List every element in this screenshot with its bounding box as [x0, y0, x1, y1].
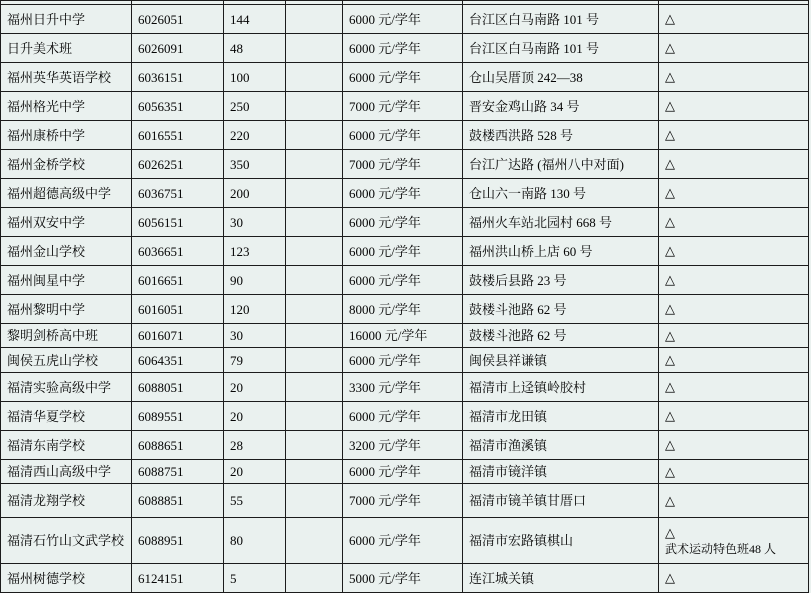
blank-cell	[286, 402, 343, 431]
enrollment-count-cell: 220	[224, 121, 286, 150]
address-cell: 福清市镜羊镇甘厝口	[463, 484, 659, 518]
triangle-icon: △	[665, 379, 675, 394]
table-row	[1, 208, 809, 237]
blank-cell	[286, 348, 343, 373]
school-name-cell: 闽侯五虎山学校	[1, 348, 132, 373]
tuition-cell: 6000 元/学年	[343, 237, 463, 266]
address-cell: 台江广达路 (福州八中对面)	[463, 150, 659, 179]
table-row	[1, 564, 809, 593]
school-name-cell: 福州日升中学	[1, 5, 132, 34]
tuition-cell: 3200 元/学年	[343, 431, 463, 460]
mark-cell	[659, 431, 809, 460]
blank-cell	[286, 295, 343, 324]
tuition-cell: 7000 元/学年	[343, 484, 463, 518]
mark-cell	[659, 295, 809, 324]
triangle-icon: △	[665, 437, 675, 452]
mark-cell	[659, 266, 809, 295]
tuition-cell: 6000 元/学年	[343, 518, 463, 564]
enrollment-count-cell: 79	[224, 348, 286, 373]
blank-cell	[286, 121, 343, 150]
address-cell: 福州洪山桥上店 60 号	[463, 237, 659, 266]
enrollment-count-cell: 80	[224, 518, 286, 564]
school-code-cell: 6088751	[132, 460, 224, 484]
tuition-cell: 6000 元/学年	[343, 460, 463, 484]
enrollment-count-cell: 90	[224, 266, 286, 295]
triangle-icon: △	[665, 69, 675, 84]
school-code-cell: 6088651	[132, 431, 224, 460]
address-cell: 福清市上迳镇岭胶村	[463, 373, 659, 402]
school-name-cell: 福清实验高级中学	[1, 373, 132, 402]
enrollment-count-cell: 20	[224, 373, 286, 402]
table-row	[1, 431, 809, 460]
triangle-icon: △	[665, 327, 675, 343]
address-cell: 台江区白马南路 101 号	[463, 34, 659, 63]
tuition-cell: 6000 元/学年	[343, 63, 463, 92]
school-name-cell: 福清东南学校	[1, 431, 132, 460]
address-cell: 鼓楼后县路 23 号	[463, 266, 659, 295]
tuition-cell: 6000 元/学年	[343, 121, 463, 150]
table-row	[1, 179, 809, 208]
school-code-cell: 6026051	[132, 5, 224, 34]
blank-cell	[286, 237, 343, 266]
table-row	[1, 92, 809, 121]
school-code-cell: 6056351	[132, 92, 224, 121]
blank-cell	[286, 431, 343, 460]
enrollment-count-cell: 20	[224, 460, 286, 484]
school-name-cell: 福清西山高级中学	[1, 460, 132, 484]
table-row	[1, 237, 809, 266]
enrollment-count-cell: 30	[224, 208, 286, 237]
mark-cell	[659, 324, 809, 348]
triangle-icon: △	[665, 463, 675, 479]
table-row	[1, 324, 809, 348]
school-name-cell: 福州树德学校	[1, 564, 132, 593]
address-cell: 福州火车站北园村 668 号	[463, 208, 659, 237]
blank-cell	[286, 179, 343, 208]
school-name-cell: 日升美术班	[1, 34, 132, 63]
school-code-cell: 6016651	[132, 266, 224, 295]
school-name-cell: 福州黎明中学	[1, 295, 132, 324]
triangle-icon: △	[665, 352, 675, 367]
enrollment-count-cell: 200	[224, 179, 286, 208]
table-row	[1, 373, 809, 402]
table-row	[1, 295, 809, 324]
table-row	[1, 348, 809, 373]
school-name-cell: 福州格光中学	[1, 92, 132, 121]
enrollment-count-cell: 48	[224, 34, 286, 63]
enrollment-count-cell: 30	[224, 324, 286, 348]
blank-cell	[286, 484, 343, 518]
triangle-icon: △	[665, 98, 675, 113]
mark-cell	[659, 484, 809, 518]
school-name-cell: 福州金山学校	[1, 237, 132, 266]
enrollment-count-cell: 28	[224, 431, 286, 460]
table-row	[1, 5, 809, 34]
note-text: 武术运动特色班48 人	[665, 541, 777, 556]
school-code-cell: 6036151	[132, 63, 224, 92]
blank-cell	[286, 324, 343, 348]
school-code-cell: 6089551	[132, 402, 224, 431]
school-name-cell: 福清华夏学校	[1, 402, 132, 431]
mark-cell	[659, 92, 809, 121]
school-code-cell: 6036751	[132, 179, 224, 208]
school-name-cell: 黎明剑桥高中班	[1, 324, 132, 348]
school-code-cell: 6124151	[132, 564, 224, 593]
school-name-cell: 福州超德高级中学	[1, 179, 132, 208]
school-name-cell: 福清龙翔学校	[1, 484, 132, 518]
mark-cell	[659, 179, 809, 208]
table-row	[1, 121, 809, 150]
school-code-cell: 6026251	[132, 150, 224, 179]
triangle-icon: △	[665, 127, 675, 142]
enrollment-count-cell: 20	[224, 402, 286, 431]
triangle-icon: △	[665, 243, 675, 258]
triangle-icon: △	[665, 185, 675, 200]
table-row	[1, 460, 809, 484]
blank-cell	[286, 63, 343, 92]
table-row	[1, 150, 809, 179]
mark-cell	[659, 348, 809, 373]
school-code-cell: 6016551	[132, 121, 224, 150]
triangle-icon: △	[665, 40, 675, 55]
table-row	[1, 402, 809, 431]
tuition-cell: 7000 元/学年	[343, 150, 463, 179]
tuition-cell: 6000 元/学年	[343, 208, 463, 237]
blank-cell	[286, 208, 343, 237]
school-code-cell: 6088851	[132, 484, 224, 518]
school-name-cell: 福州闽星中学	[1, 266, 132, 295]
mark-cell	[659, 208, 809, 237]
tuition-cell: 7000 元/学年	[343, 92, 463, 121]
blank-cell	[286, 5, 343, 34]
enrollment-count-cell: 100	[224, 63, 286, 92]
mark-cell	[659, 402, 809, 431]
address-cell: 晋安金鸡山路 34 号	[463, 92, 659, 121]
triangle-icon: △	[665, 408, 675, 423]
address-cell: 福清市镜洋镇	[463, 460, 659, 484]
tuition-cell: 3300 元/学年	[343, 373, 463, 402]
school-code-cell: 6088051	[132, 373, 224, 402]
blank-cell	[286, 266, 343, 295]
enrollment-count-cell: 350	[224, 150, 286, 179]
address-cell: 仓山六一南路 130 号	[463, 179, 659, 208]
triangle-icon: △	[665, 11, 675, 26]
address-cell: 福清市渔溪镇	[463, 431, 659, 460]
tuition-cell: 8000 元/学年	[343, 295, 463, 324]
tuition-cell: 6000 元/学年	[343, 266, 463, 295]
tuition-cell: 6000 元/学年	[343, 179, 463, 208]
mark-cell	[659, 150, 809, 179]
enrollment-count-cell: 144	[224, 5, 286, 34]
school-name-cell: 福州英华英语学校	[1, 63, 132, 92]
table-row	[1, 63, 809, 92]
address-cell: 鼓楼斗池路 62 号	[463, 295, 659, 324]
address-cell: 台江区白马南路 101 号	[463, 5, 659, 34]
mark-cell	[659, 460, 809, 484]
address-cell: 福清市宏路镇棋山	[463, 518, 659, 564]
blank-cell	[286, 92, 343, 121]
table-row	[1, 518, 809, 564]
triangle-icon: △	[665, 214, 675, 229]
blank-cell	[286, 34, 343, 63]
tuition-cell: 6000 元/学年	[343, 5, 463, 34]
mark-cell	[659, 34, 809, 63]
triangle-icon: △	[665, 301, 675, 316]
mark-cell	[659, 237, 809, 266]
blank-cell	[286, 373, 343, 402]
address-cell: 仓山吴厝顶 242—38	[463, 63, 659, 92]
blank-cell	[286, 564, 343, 593]
school-code-cell: 6088951	[132, 518, 224, 564]
triangle-icon: △	[665, 570, 675, 585]
tuition-cell: 6000 元/学年	[343, 348, 463, 373]
school-code-cell: 6064351	[132, 348, 224, 373]
address-cell: 连江城关镇	[463, 564, 659, 593]
tuition-cell: 5000 元/学年	[343, 564, 463, 593]
address-cell: 闽侯县祥谦镇	[463, 348, 659, 373]
school-code-cell: 6016051	[132, 295, 224, 324]
school-code-cell: 6036651	[132, 237, 224, 266]
blank-cell	[286, 460, 343, 484]
blank-cell	[286, 150, 343, 179]
table-row	[1, 484, 809, 518]
school-code-cell: 6016071	[132, 324, 224, 348]
enrollment-count-cell: 55	[224, 484, 286, 518]
triangle-icon: △	[665, 524, 675, 540]
enrollment-count-cell: 250	[224, 92, 286, 121]
mark-cell	[659, 518, 809, 564]
mark-cell	[659, 121, 809, 150]
enrollment-count-cell: 120	[224, 295, 286, 324]
school-name-cell: 福州双安中学	[1, 208, 132, 237]
mark-cell	[659, 373, 809, 402]
school-code-cell: 6026091	[132, 34, 224, 63]
tuition-cell: 16000 元/学年	[343, 324, 463, 348]
address-cell: 鼓楼斗池路 62 号	[463, 324, 659, 348]
triangle-icon: △	[665, 272, 675, 287]
tuition-cell: 6000 元/学年	[343, 34, 463, 63]
table-row	[1, 34, 809, 63]
enrollment-count-cell: 5	[224, 564, 286, 593]
address-cell: 鼓楼西洪路 528 号	[463, 121, 659, 150]
address-cell: 福清市龙田镇	[463, 402, 659, 431]
school-name-cell: 福州康桥中学	[1, 121, 132, 150]
school-name-cell: 福州金桥学校	[1, 150, 132, 179]
enrollment-count-cell: 123	[224, 237, 286, 266]
table-row	[1, 266, 809, 295]
triangle-icon: △	[665, 492, 675, 508]
blank-cell	[286, 518, 343, 564]
mark-cell	[659, 564, 809, 593]
mark-cell	[659, 5, 809, 34]
triangle-icon: △	[665, 156, 675, 171]
school-code-cell: 6056151	[132, 208, 224, 237]
table-body	[1, 1, 809, 593]
school-name-cell: 福清石竹山文武学校	[1, 518, 132, 564]
mark-cell	[659, 63, 809, 92]
tuition-cell: 6000 元/学年	[343, 402, 463, 431]
